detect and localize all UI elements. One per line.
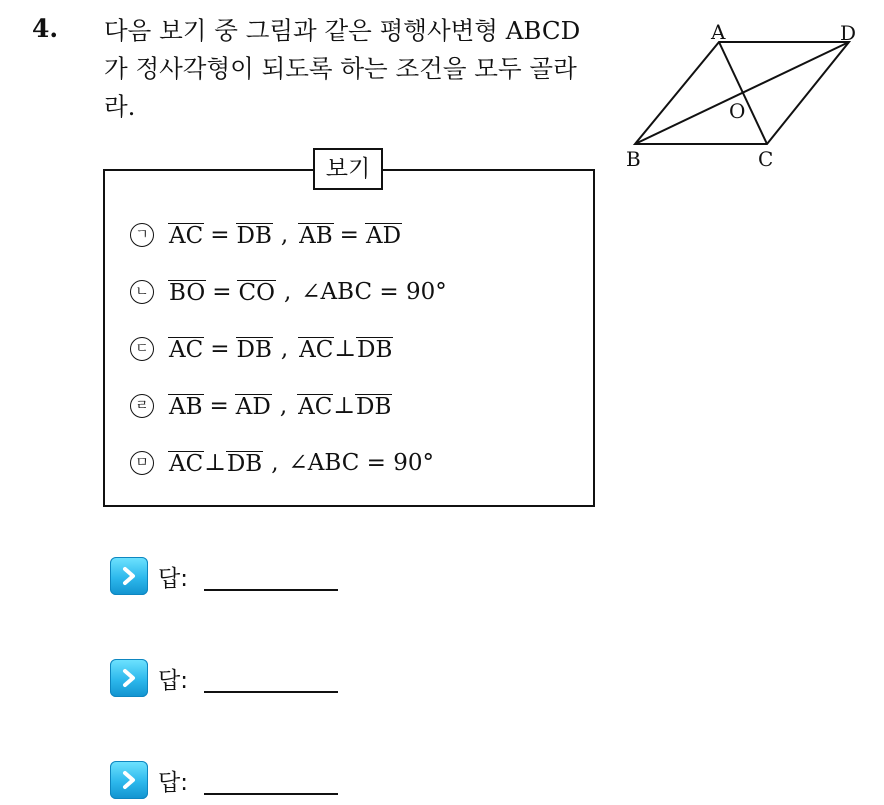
segment-label: AC xyxy=(298,393,333,420)
answer-label: 답: xyxy=(158,667,188,694)
chevron-right-icon xyxy=(110,557,148,595)
vertex-label-a: A xyxy=(711,20,726,44)
segment-label: DB xyxy=(357,336,393,363)
condition-item xyxy=(130,275,447,309)
center-label-o: O xyxy=(729,99,746,123)
answer-row xyxy=(110,658,338,698)
diagonal-bd xyxy=(635,42,849,144)
vertex-label-c: C xyxy=(758,147,774,171)
segment-label: DB xyxy=(236,336,272,363)
equals-sign: = xyxy=(212,279,232,305)
segment-label: AB xyxy=(299,222,333,249)
condition-item xyxy=(130,446,434,480)
segment-label: AD xyxy=(235,393,271,420)
answer-label: 답: xyxy=(158,769,188,796)
vertex-label-d: D xyxy=(840,21,857,45)
condition-item xyxy=(130,218,402,252)
equals-sign: = xyxy=(210,222,230,248)
answer-row xyxy=(110,760,338,800)
equals-sign: = xyxy=(210,336,230,362)
condition-item xyxy=(130,332,393,366)
bogi-title: 보기 xyxy=(313,148,383,190)
condition-marker: ㄹ xyxy=(130,394,154,418)
segment-label: AC xyxy=(169,222,204,249)
answer-label: 답: xyxy=(158,565,188,592)
equals-sign: = xyxy=(209,393,229,419)
segment-label: AC xyxy=(169,336,204,363)
separator-comma: , xyxy=(283,279,292,305)
separator-comma: , xyxy=(280,222,289,248)
answer-blank[interactable] xyxy=(204,691,338,693)
segment-label: CO xyxy=(238,279,275,306)
separator-comma: , xyxy=(271,450,279,476)
question-number: 4. xyxy=(32,14,59,43)
condition-marker: ㄱ xyxy=(130,223,154,247)
parallelogram-figure xyxy=(618,18,868,174)
segment-label: AC xyxy=(299,336,334,363)
equals-sign: = xyxy=(339,222,359,248)
perpendicular-symbol: ⊥ xyxy=(334,336,357,362)
segment-label: BO xyxy=(169,279,206,306)
answer-row xyxy=(110,556,338,596)
answer-blank[interactable] xyxy=(204,793,338,795)
segment-label: DB xyxy=(226,450,263,477)
chevron-right-icon xyxy=(110,659,148,697)
question-line: 라. xyxy=(104,92,136,121)
angle-condition: ∠ABC = 90° xyxy=(288,450,434,476)
condition-item xyxy=(130,389,392,423)
separator-comma: , xyxy=(280,336,289,362)
question-line: 가 정사각형이 되도록 하는 조건을 모두 골라 xyxy=(104,54,577,83)
segment-label: DB xyxy=(356,393,392,420)
condition-marker: ㄴ xyxy=(130,280,154,304)
angle-condition: ∠ABC = 90° xyxy=(301,279,447,305)
segment-label: DB xyxy=(236,222,272,249)
perpendicular-symbol: ⊥ xyxy=(204,450,226,476)
condition-marker: ㅁ xyxy=(130,451,154,475)
segment-label: AD xyxy=(365,222,402,249)
question-line: 다음 보기 중 그림과 같은 평행사변형 ABCD xyxy=(104,16,581,45)
perpendicular-symbol: ⊥ xyxy=(333,393,356,419)
vertex-label-b: B xyxy=(626,147,641,171)
separator-comma: , xyxy=(279,393,288,419)
chevron-right-icon xyxy=(110,761,148,799)
answer-blank[interactable] xyxy=(204,589,338,591)
segment-label: AC xyxy=(169,450,204,477)
question-text xyxy=(104,12,612,126)
condition-marker: ㄷ xyxy=(130,337,154,361)
segment-label: AB xyxy=(169,393,203,420)
